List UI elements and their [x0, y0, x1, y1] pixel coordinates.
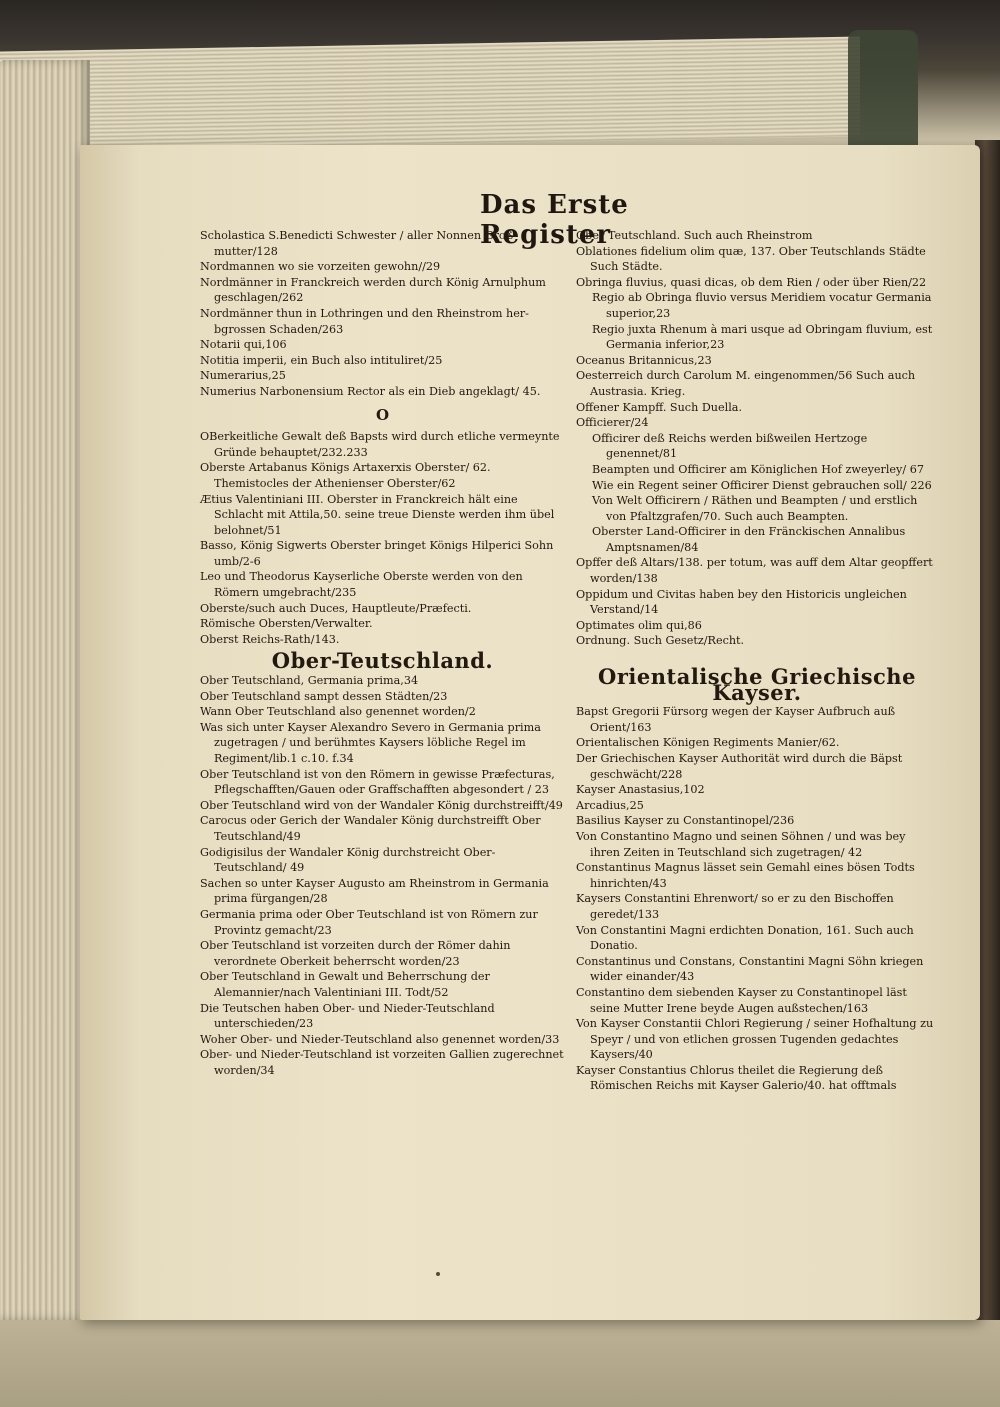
- index-entry: Wie ein Regent seiner Officirer Dienst gebrauchen soll/ 226: [592, 478, 932, 492]
- index-entry: Bapst Gregorii Fürsorg wegen der Kayser Aufbruch auß Orient/163: [576, 705, 896, 734]
- section-title-ober-teutschland: Ober-Teutschland.: [271, 648, 494, 674]
- index-entry: Von Constantini Magni erdichten Donation, 161. Such auch Donatio.: [576, 923, 914, 953]
- index-entry: Carocus oder Gerich der Wandaler König durchstreifft Ober Teutschland/49: [200, 814, 541, 843]
- index-entry: Orientalischen Königen Regiments Manier/62.: [576, 736, 840, 750]
- right-mid-sub-entries: [576, 431, 938, 556]
- index-entry: Oberste Artabanus Königs Artaxerxis Oberster/ 62. Themistocles der Athenienser Oberster/62: [200, 461, 491, 490]
- index-entry: Kaysers Constantini Ehrenwort/ so er zu den Bischoffen geredet/133: [576, 892, 894, 921]
- index-entry: Ober Teutschland ist von den Römern in gewisse Præfecturas, Pflegschafften/Gauen oder Graffschafften abgesondert / 23: [200, 767, 555, 797]
- index-entry: Officierer/24: [576, 416, 649, 430]
- left-top-entries: [200, 228, 565, 400]
- index-entry: Nordmänner thun in Lothringen und den Rheinstrom her-bgrossen Schaden/263: [200, 306, 529, 336]
- index-entry: Offener Kampff. Such Duella.: [576, 400, 743, 414]
- right-column: [576, 228, 938, 1094]
- index-entry: Die Teutschen haben Ober- und Nieder-Teutschland unterschieden/23: [200, 1001, 495, 1031]
- index-entry: Nordmänner in Franckreich werden durch König Arnulphum geschlagen/262: [200, 275, 546, 305]
- index-entry: Römische Obersten/Verwalter.: [200, 617, 373, 631]
- right-top-sub-entries: [576, 290, 938, 352]
- section-title-orientalische: Orientalische Griechische Kayser.: [598, 664, 916, 705]
- index-entry: Numerius Narbonensium Rector als ein Dieb angeklagt/ 45.: [200, 384, 541, 398]
- index-entry: Oblationes fidelium olim quæ, 137. Ober Teutschlands Städte Such Städte.: [576, 244, 926, 274]
- index-entry: Regio ab Obringa fluvio versus Meridiem vocatur Germania superior,23: [592, 291, 932, 320]
- index-entry: Ober- und Nieder-Teutschland ist vorzeiten Gallien zugerechnet worden/34: [200, 1048, 564, 1077]
- index-entry: Opffer deß Altars/138. per totum, was auff dem Altar geopffert worden/138: [576, 556, 933, 586]
- index-entry: Regio juxta Rhenum à mari usque ad Obringam fluvium, est Germania inferior,23: [592, 322, 933, 352]
- index-entry: Ober Teutschland ist vorzeiten durch der Römer dahin verordnete Oberkeit beherrscht worden/23: [200, 939, 511, 968]
- index-entry: Constantino dem siebenden Kayser zu Constantinopel läst seine Mutter Irene beyde Augen außstechen/163: [576, 985, 907, 1015]
- index-entry: Woher Ober- und Nieder-Teutschland also genennet worden/33: [200, 1032, 560, 1046]
- index-entry: Ober Teutschland sampt dessen Städten/23: [200, 689, 448, 703]
- index-entry: Ober Teutschland wird von der Wandaler König durchstreifft/49: [200, 798, 563, 812]
- spacer: [576, 649, 938, 663]
- index-entry: Notarii qui,106: [200, 338, 287, 352]
- index-entry: Beampten und Officirer am Königlichen Hof zweyerley/ 67: [592, 462, 924, 476]
- page-header: Das Erste Register: [480, 190, 629, 250]
- index-entry: Obringa fluvius, quasi dicas, ob dem Rien / oder über Rien/22: [576, 275, 927, 289]
- index-entry: Ætius Valentiniani III. Oberster in Franckreich hält eine Schlacht mit Attila,50. seine treue Dienste werden ihm übel belohnet/51: [200, 492, 555, 537]
- index-entry: Constantinus Magnus lässet sein Gemahl eines bösen Todts hinrichten/43: [576, 861, 915, 890]
- index-entry: Nordmannen wo sie vorzeiten gewohn//29: [200, 260, 441, 274]
- book-left-page-edges: [0, 60, 90, 1320]
- index-entry: Oberste/such auch Duces, Hauptleute/Præfecti.: [200, 601, 472, 615]
- left-column: [200, 228, 565, 1078]
- index-entry: Von Kayser Constantii Chlori Regierung / seiner Hofhaltung zu Speyr / und von etlichen grossen Tugenden gedachtes Kaysers/40: [576, 1017, 934, 1062]
- index-entry: Oberster Land-Officirer in den Fränckischen Annalibus Amptsnamen/84: [592, 525, 906, 554]
- index-entry: Kayser Constantius Chlorus theilet die Regierung deß Römischen Reichs mit Kayser Galerio/40. hat offtmals: [576, 1063, 897, 1093]
- index-entry: Von Constantino Magno und seinen Söhnen / und was bey ihren Zeiten in Teutschland sich zugetragen/ 42: [576, 829, 906, 859]
- index-entry: Numerarius,25: [200, 369, 286, 383]
- index-entry: Officirer deß Reichs werden bißweilen Hertzoge genennet/81: [592, 431, 868, 461]
- index-entry: Oesterreich durch Carolum M. eingenommen/56 Such auch Austrasia. Krieg.: [576, 369, 916, 398]
- right-end-entries: [576, 555, 938, 649]
- index-entry: Godigisilus der Wandaler König durchstreicht Ober-Teutschland/ 49: [200, 845, 496, 875]
- book-bottom-area: [0, 1320, 1000, 1407]
- index-letter: O: [375, 405, 390, 424]
- index-entry: Optimates olim qui,86: [576, 618, 702, 632]
- index-entry: Scholastica S.Benedicti Schwester / aller Nonnen Groß-mutter/128: [200, 229, 517, 258]
- index-entry: Ober Teutschland, Germania prima,34: [200, 674, 419, 688]
- index-entry: Germania prima oder Ober Teutschland ist von Römern zur Provintz gemacht/23: [200, 907, 538, 937]
- index-entry: Notitia imperii, ein Buch also intituliret/25: [200, 353, 443, 367]
- index-entry: Oceanus Britannicus,23: [576, 353, 712, 367]
- index-entry: Oppidum und Civitas haben bey den Historicis ungleichen Verstand/14: [576, 587, 907, 617]
- index-entry: Wann Ober Teutschland also genennet worden/2: [200, 705, 476, 719]
- index-entry: OBerkeitliche Gewalt deß Bapsts wird durch etliche vermeynte Gründe behauptet/232.233: [200, 430, 560, 459]
- left-section-entries: [200, 673, 565, 1078]
- index-entry: Der Griechischen Kayser Authorität wird durch die Bäpst geschwächt/228: [576, 752, 903, 781]
- index-entry: Was sich unter Kayser Alexandro Severo in Germania prima zugetragen / und berühmtes Kaysers löbliche Regel im Regiment/lib.1 c.10. f.34: [200, 720, 541, 765]
- book-top-page-edges: [0, 36, 860, 151]
- index-entry: Von Welt Officirern / Räthen und Beampten / und erstlich von Pfaltzgrafen/70. Such auch Beampten.: [592, 494, 918, 523]
- index-entry: Oberst Reichs-Rath/143.: [200, 632, 340, 646]
- index-entry: Sachen so unter Kayser Augusto am Rheinstrom in Germania prima fürgangen/28: [200, 876, 549, 906]
- index-entry: Arcadius,25: [576, 798, 644, 812]
- index-entry: Constantinus und Constans, Constantini Magni Söhn kriegen wider einander/43: [576, 954, 924, 984]
- index-entry: Ober Teutschland in Gewalt und Beherrschung der Alemannier/nach Valentiniani III. Todt/52: [200, 970, 490, 999]
- index-entry: Basso, König Sigwerts Oberster bringet Königs Hilperici Sohn umb/2-6: [200, 539, 554, 568]
- left-o-entries: [200, 429, 565, 647]
- index-entry: Ordnung. Such Gesetz/Recht.: [576, 634, 745, 648]
- page-mark: [436, 1272, 440, 1276]
- right-mid-entries: [576, 353, 938, 431]
- right-top-entries: [576, 228, 938, 290]
- index-entry: Kayser Anastasius,102: [576, 783, 705, 797]
- index-entry: Basilius Kayser zu Constantinopel/236: [576, 814, 795, 828]
- index-entry: Leo und Theodorus Kayserliche Oberste werden von den Römern umgebracht/235: [200, 570, 523, 600]
- index-entry: Ober Teutschland. Such auch Rheinstrom: [576, 229, 813, 242]
- right-section-entries: [576, 704, 938, 1094]
